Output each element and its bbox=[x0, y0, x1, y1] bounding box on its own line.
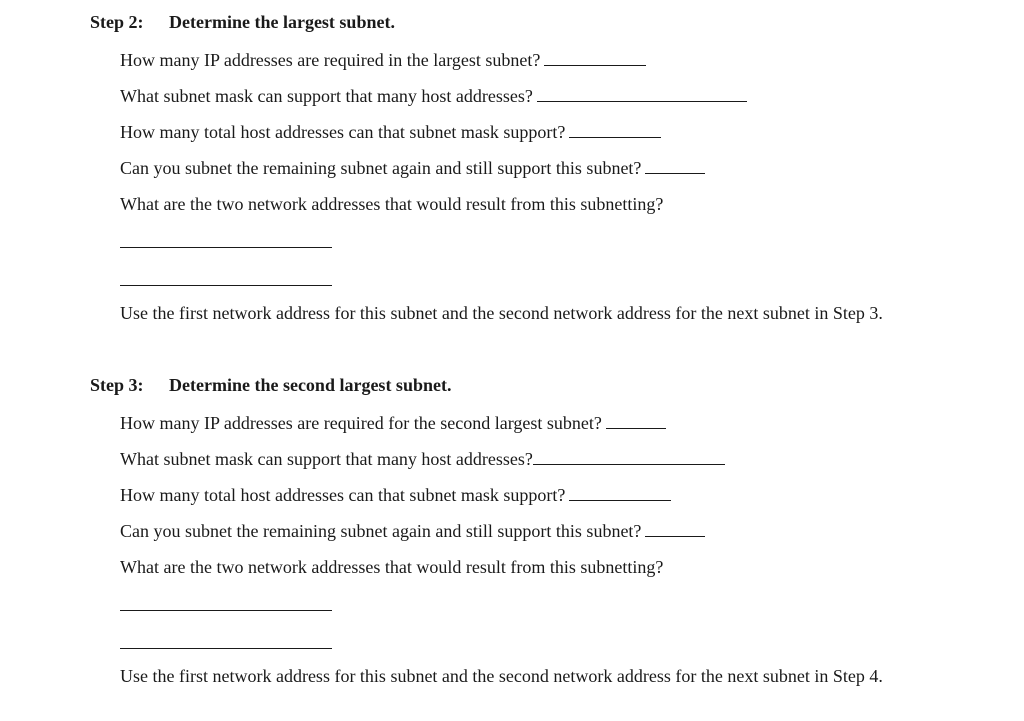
step-2-network-address-1-line[interactable] bbox=[120, 247, 332, 248]
step-2-heading bbox=[90, 12, 395, 33]
step-2-question-4 bbox=[120, 157, 705, 179]
step-3-number: Step 3: bbox=[90, 375, 144, 395]
step-2-question-3 bbox=[120, 121, 661, 143]
question-text: How many total host addresses can that subnet mask support? bbox=[120, 122, 566, 142]
question-text: What are the two network addresses that would result from this subnetting? bbox=[120, 194, 664, 214]
step-3-question-2 bbox=[120, 448, 725, 470]
answer-blank[interactable] bbox=[645, 522, 705, 537]
answer-blank[interactable] bbox=[645, 159, 705, 174]
step-3-network-address-2-line[interactable] bbox=[120, 648, 332, 649]
answer-blank[interactable] bbox=[544, 51, 646, 66]
step-3-question-4 bbox=[120, 520, 705, 542]
step-3-question-1 bbox=[120, 412, 666, 434]
step-3-heading bbox=[90, 375, 451, 396]
step-3-title: Determine the second largest subnet. bbox=[169, 375, 452, 395]
question-text: What subnet mask can support that many host addresses? bbox=[120, 449, 533, 469]
step-3-network-address-1-line[interactable] bbox=[120, 610, 332, 611]
step-2-question-5 bbox=[120, 193, 663, 215]
answer-blank[interactable] bbox=[533, 450, 725, 465]
step-2-title: Determine the largest subnet. bbox=[169, 12, 395, 32]
step-3-question-3 bbox=[120, 484, 671, 506]
answer-blank[interactable] bbox=[569, 123, 661, 138]
step-3-question-5 bbox=[120, 556, 663, 578]
step-3-note: Use the first network address for this subnet and the second network address for the next subnet in Step 4. bbox=[120, 666, 883, 686]
step-2-question-2 bbox=[120, 85, 747, 107]
step-2-network-address-2-line[interactable] bbox=[120, 285, 332, 286]
question-text: Can you subnet the remaining subnet again and still support this subnet? bbox=[120, 521, 642, 541]
question-text: What subnet mask can support that many host addresses? bbox=[120, 86, 533, 106]
question-text: How many total host addresses can that subnet mask support? bbox=[120, 485, 566, 505]
question-text: What are the two network addresses that would result from this subnetting? bbox=[120, 557, 664, 577]
step-2-number: Step 2: bbox=[90, 12, 144, 32]
answer-blank[interactable] bbox=[606, 414, 666, 429]
question-text: How many IP addresses are required in the largest subnet? bbox=[120, 50, 541, 70]
answer-blank[interactable] bbox=[569, 486, 671, 501]
question-text: Can you subnet the remaining subnet again and still support this subnet? bbox=[120, 158, 642, 178]
step-2-note: Use the first network address for this subnet and the second network address for the next subnet in Step 3. bbox=[120, 303, 883, 323]
answer-blank[interactable] bbox=[537, 87, 747, 102]
question-text: How many IP addresses are required for the second largest subnet? bbox=[120, 413, 602, 433]
step-2-question-1 bbox=[120, 49, 646, 71]
